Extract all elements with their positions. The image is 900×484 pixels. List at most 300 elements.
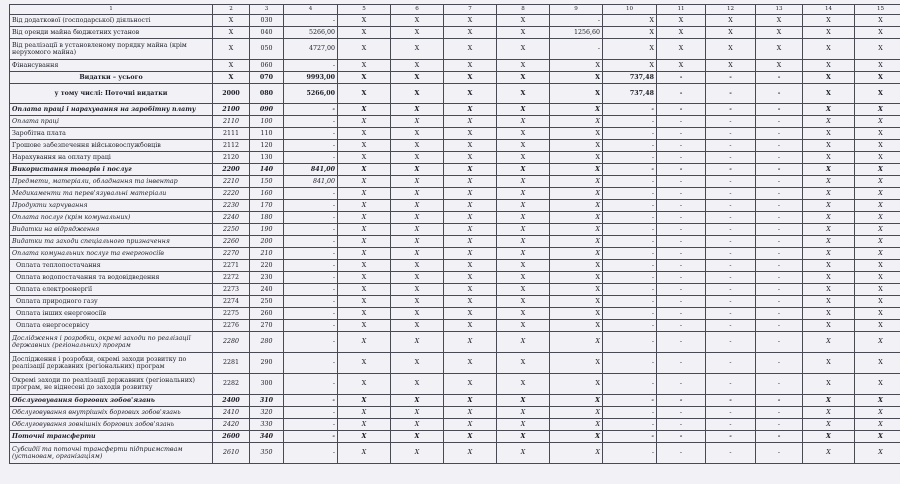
cell-c13: - — [756, 116, 803, 128]
cell-c6: X — [391, 284, 444, 296]
table-row — [10, 188, 900, 200]
cell-c13: - — [756, 248, 803, 260]
cell-line: 120 — [250, 140, 284, 152]
cell-c12: - — [706, 200, 756, 212]
cell-line: 170 — [250, 200, 284, 212]
cell-c7: X — [444, 407, 497, 419]
cell-c8: X — [497, 284, 550, 296]
cell-c11: - — [657, 419, 706, 431]
cell-c5: X — [338, 353, 391, 374]
cell-c14: X — [803, 407, 855, 419]
cell-c5: X — [338, 260, 391, 272]
cell-c7: X — [444, 353, 497, 374]
cell-kekv: 2270 — [213, 248, 250, 260]
column-number-3: 3 — [250, 5, 284, 15]
cell-c15: X — [855, 176, 900, 188]
cell-name: Грошове забезпечення військовослужбовців — [10, 140, 213, 152]
cell-c15: X — [855, 152, 900, 164]
cell-c13: - — [756, 296, 803, 308]
cell-kekv: 2250 — [213, 224, 250, 236]
cell-plan: - — [284, 260, 338, 272]
cell-c15: X — [855, 308, 900, 320]
table-row — [10, 419, 900, 431]
cell-c7: X — [444, 419, 497, 431]
cell-c15: X — [855, 248, 900, 260]
cell-c9: X — [550, 164, 603, 176]
cell-c13: - — [756, 308, 803, 320]
cell-c10: X — [603, 60, 657, 72]
cell-name: Дослідження і розробки, окремі заходи по реалізації державних (регіональних) програм — [10, 332, 213, 353]
cell-name: Оплата природного газу — [10, 296, 213, 308]
cell-c9: X — [550, 200, 603, 212]
cell-c7: X — [444, 443, 497, 464]
cell-c7: X — [444, 15, 497, 27]
column-number-10: 10 — [603, 5, 657, 15]
cell-c15: X — [855, 332, 900, 353]
cell-plan: - — [284, 236, 338, 248]
cell-line: 230 — [250, 272, 284, 284]
cell-c5: X — [338, 15, 391, 27]
cell-c6: X — [391, 72, 444, 84]
table-row — [10, 353, 900, 374]
cell-c10: - — [603, 248, 657, 260]
cell-c11: - — [657, 72, 706, 84]
cell-c7: X — [444, 72, 497, 84]
cell-c7: X — [444, 431, 497, 443]
cell-kekv: 2100 — [213, 104, 250, 116]
cell-name: Оплата електроенергії — [10, 284, 213, 296]
cell-line: 090 — [250, 104, 284, 116]
cell-c14: X — [803, 84, 855, 104]
cell-name: Використання товарів і послуг — [10, 164, 213, 176]
cell-name: Фінансування — [10, 60, 213, 72]
cell-c13: - — [756, 72, 803, 84]
cell-kekv: 2200 — [213, 164, 250, 176]
cell-c11: - — [657, 248, 706, 260]
cell-c15: X — [855, 116, 900, 128]
column-number-9: 9 — [550, 5, 603, 15]
cell-c10: - — [603, 116, 657, 128]
cell-c13: - — [756, 140, 803, 152]
cell-c11: - — [657, 176, 706, 188]
cell-c8: X — [497, 188, 550, 200]
cell-c9: X — [550, 353, 603, 374]
cell-name: Медикаменти та перев'язувальні матеріали — [10, 188, 213, 200]
cell-c5: X — [338, 152, 391, 164]
cell-c9: X — [550, 308, 603, 320]
table-row — [10, 176, 900, 188]
cell-c10: X — [603, 39, 657, 60]
cell-c15: X — [855, 443, 900, 464]
cell-c10: 737,48 — [603, 72, 657, 84]
cell-c8: X — [497, 308, 550, 320]
cell-c5: X — [338, 374, 391, 395]
cell-name: Оплата водопостачання та водовідведення — [10, 272, 213, 284]
cell-c13: - — [756, 84, 803, 104]
cell-c11: - — [657, 236, 706, 248]
cell-kekv: X — [213, 39, 250, 60]
cell-c6: X — [391, 84, 444, 104]
table-row — [10, 395, 900, 407]
cell-c13: - — [756, 272, 803, 284]
cell-c10: - — [603, 260, 657, 272]
cell-line: 310 — [250, 395, 284, 407]
cell-c12: - — [706, 176, 756, 188]
cell-plan: - — [284, 200, 338, 212]
cell-c7: X — [444, 224, 497, 236]
cell-c5: X — [338, 284, 391, 296]
cell-c13: - — [756, 212, 803, 224]
cell-plan: 4727,00 — [284, 39, 338, 60]
table-row — [10, 60, 900, 72]
cell-c8: X — [497, 332, 550, 353]
cell-c5: X — [338, 84, 391, 104]
cell-name: Оплата послуг (крім комунальних) — [10, 212, 213, 224]
cell-c14: X — [803, 236, 855, 248]
table-row — [10, 284, 900, 296]
cell-kekv: 2110 — [213, 116, 250, 128]
cell-c11: - — [657, 395, 706, 407]
cell-c13: - — [756, 188, 803, 200]
cell-c9: X — [550, 443, 603, 464]
cell-c7: X — [444, 104, 497, 116]
cell-line: 060 — [250, 60, 284, 72]
column-number-15: 15 — [855, 5, 900, 15]
cell-c11: - — [657, 353, 706, 374]
cell-line: 320 — [250, 407, 284, 419]
cell-name: Оплата комунальних послуг та енергоносіїв — [10, 248, 213, 260]
cell-c11: - — [657, 140, 706, 152]
cell-c13: - — [756, 128, 803, 140]
cell-c14: X — [803, 353, 855, 374]
cell-c14: X — [803, 39, 855, 60]
cell-c6: X — [391, 27, 444, 39]
cell-line: 210 — [250, 248, 284, 260]
cell-c7: X — [444, 308, 497, 320]
table-row — [10, 152, 900, 164]
cell-c11: - — [657, 116, 706, 128]
cell-c14: X — [803, 284, 855, 296]
cell-c5: X — [338, 27, 391, 39]
cell-line: 040 — [250, 27, 284, 39]
column-number-4: 4 — [284, 5, 338, 15]
cell-c13: - — [756, 200, 803, 212]
cell-line: 130 — [250, 152, 284, 164]
cell-name: Поточні трансферти — [10, 431, 213, 443]
cell-c14: X — [803, 200, 855, 212]
cell-c11: - — [657, 431, 706, 443]
cell-line: 080 — [250, 84, 284, 104]
cell-c9: X — [550, 407, 603, 419]
cell-kekv: 2271 — [213, 260, 250, 272]
cell-c7: X — [444, 60, 497, 72]
cell-c15: X — [855, 272, 900, 284]
cell-kekv: 2273 — [213, 284, 250, 296]
cell-c14: X — [803, 140, 855, 152]
cell-c11: - — [657, 308, 706, 320]
cell-c7: X — [444, 84, 497, 104]
cell-c11: - — [657, 152, 706, 164]
cell-c12: - — [706, 188, 756, 200]
cell-kekv: 2282 — [213, 374, 250, 395]
cell-c14: X — [803, 152, 855, 164]
cell-c9: X — [550, 152, 603, 164]
table-row — [10, 212, 900, 224]
cell-plan: - — [284, 104, 338, 116]
cell-c9: X — [550, 248, 603, 260]
table-row — [10, 15, 900, 27]
cell-c6: X — [391, 407, 444, 419]
column-number-12: 12 — [706, 5, 756, 15]
cell-line: 100 — [250, 116, 284, 128]
cell-c11: - — [657, 104, 706, 116]
cell-c13: - — [756, 104, 803, 116]
cell-c12: - — [706, 84, 756, 104]
cell-c5: X — [338, 395, 391, 407]
cell-plan: - — [284, 224, 338, 236]
cell-c12: - — [706, 248, 756, 260]
cell-kekv: 2276 — [213, 320, 250, 332]
cell-c10: - — [603, 152, 657, 164]
cell-c13: - — [756, 320, 803, 332]
cell-c13: - — [756, 260, 803, 272]
cell-c5: X — [338, 212, 391, 224]
cell-c8: X — [497, 39, 550, 60]
cell-c9: - — [550, 15, 603, 27]
cell-c8: X — [497, 104, 550, 116]
column-number-row — [10, 5, 900, 15]
cell-c9: X — [550, 188, 603, 200]
cell-kekv: 2400 — [213, 395, 250, 407]
cell-kekv: 2240 — [213, 212, 250, 224]
cell-c9: X — [550, 296, 603, 308]
cell-c12: X — [706, 27, 756, 39]
column-number-7: 7 — [444, 5, 497, 15]
cell-c12: - — [706, 419, 756, 431]
cell-kekv: 2274 — [213, 296, 250, 308]
cell-c11: - — [657, 272, 706, 284]
cell-c11: - — [657, 164, 706, 176]
cell-c8: X — [497, 224, 550, 236]
cell-kekv: 2275 — [213, 308, 250, 320]
cell-kekv: 2230 — [213, 200, 250, 212]
cell-c15: X — [855, 104, 900, 116]
cell-kekv: 2281 — [213, 353, 250, 374]
cell-c6: X — [391, 104, 444, 116]
cell-c11: - — [657, 296, 706, 308]
cell-c12: X — [706, 39, 756, 60]
cell-c5: X — [338, 419, 391, 431]
cell-name: Субсидії та поточні трансферти підприємствам (установам, організаціям) — [10, 443, 213, 464]
cell-plan: - — [284, 248, 338, 260]
cell-c9: X — [550, 60, 603, 72]
cell-c10: - — [603, 395, 657, 407]
cell-c15: X — [855, 164, 900, 176]
cell-c11: - — [657, 188, 706, 200]
cell-c12: - — [706, 443, 756, 464]
cell-plan: - — [284, 443, 338, 464]
cell-c9: X — [550, 128, 603, 140]
cell-line: 350 — [250, 443, 284, 464]
cell-c6: X — [391, 200, 444, 212]
cell-plan: - — [284, 60, 338, 72]
table-row — [10, 320, 900, 332]
cell-c14: X — [803, 260, 855, 272]
cell-c6: X — [391, 164, 444, 176]
cell-plan: - — [284, 374, 338, 395]
cell-c9: X — [550, 224, 603, 236]
cell-c14: X — [803, 164, 855, 176]
cell-c14: X — [803, 272, 855, 284]
cell-c15: X — [855, 224, 900, 236]
cell-c10: - — [603, 272, 657, 284]
cell-plan: - — [284, 15, 338, 27]
cell-c14: X — [803, 27, 855, 39]
cell-kekv: 2420 — [213, 419, 250, 431]
cell-c15: X — [855, 353, 900, 374]
cell-kekv: 2000 — [213, 84, 250, 104]
table-row — [10, 39, 900, 60]
cell-c8: X — [497, 212, 550, 224]
cell-c5: X — [338, 116, 391, 128]
cell-c6: X — [391, 140, 444, 152]
table-row — [10, 431, 900, 443]
cell-c8: X — [497, 236, 550, 248]
table-row — [10, 164, 900, 176]
cell-c15: X — [855, 140, 900, 152]
cell-c12: - — [706, 140, 756, 152]
cell-line: 190 — [250, 224, 284, 236]
cell-c15: X — [855, 395, 900, 407]
cell-c6: X — [391, 128, 444, 140]
cell-c8: X — [497, 431, 550, 443]
cell-name: Видатки та заходи спеціального призначення — [10, 236, 213, 248]
cell-line: 270 — [250, 320, 284, 332]
column-number-2: 2 — [213, 5, 250, 15]
cell-c12: - — [706, 260, 756, 272]
cell-c7: X — [444, 164, 497, 176]
cell-c7: X — [444, 140, 497, 152]
cell-c11: - — [657, 128, 706, 140]
cell-plan: - — [284, 320, 338, 332]
cell-c7: X — [444, 296, 497, 308]
cell-name: Обслуговування внутрішніх боргових зобов'язань — [10, 407, 213, 419]
cell-kekv: 2220 — [213, 188, 250, 200]
cell-c6: X — [391, 332, 444, 353]
cell-plan: - — [284, 407, 338, 419]
cell-c14: X — [803, 60, 855, 72]
cell-c14: X — [803, 188, 855, 200]
cell-c7: X — [444, 200, 497, 212]
cell-plan: 841,00 — [284, 176, 338, 188]
cell-line: 290 — [250, 353, 284, 374]
cell-plan: - — [284, 284, 338, 296]
cell-c11: X — [657, 15, 706, 27]
cell-c10: - — [603, 374, 657, 395]
column-number-5: 5 — [338, 5, 391, 15]
cell-name: у тому числі: Поточні видатки — [10, 84, 213, 104]
cell-c9: X — [550, 419, 603, 431]
cell-c5: X — [338, 332, 391, 353]
table-row — [10, 236, 900, 248]
cell-c5: X — [338, 431, 391, 443]
cell-c8: X — [497, 320, 550, 332]
cell-c9: X — [550, 320, 603, 332]
cell-c15: X — [855, 296, 900, 308]
cell-c15: X — [855, 84, 900, 104]
cell-c15: X — [855, 60, 900, 72]
cell-c13: - — [756, 443, 803, 464]
cell-line: 220 — [250, 260, 284, 272]
cell-name: Від додаткової (господарської) діяльності — [10, 15, 213, 27]
cell-name: Дослідження і розробки, окремі заходи розвитку по реалізації державних (регіональних) програм — [10, 353, 213, 374]
cell-c6: X — [391, 236, 444, 248]
cell-kekv: 2280 — [213, 332, 250, 353]
cell-c9: X — [550, 272, 603, 284]
cell-c10: - — [603, 320, 657, 332]
cell-c10: - — [603, 164, 657, 176]
cell-line: 250 — [250, 296, 284, 308]
cell-plan: - — [284, 419, 338, 431]
cell-c11: - — [657, 443, 706, 464]
cell-c14: X — [803, 116, 855, 128]
cell-c8: X — [497, 15, 550, 27]
cell-line: 030 — [250, 15, 284, 27]
cell-c10: - — [603, 236, 657, 248]
cell-name: Продукти харчування — [10, 200, 213, 212]
cell-c5: X — [338, 308, 391, 320]
cell-c6: X — [391, 395, 444, 407]
cell-c13: X — [756, 15, 803, 27]
cell-line: 050 — [250, 39, 284, 60]
cell-kekv: 2610 — [213, 443, 250, 464]
cell-kekv: 2600 — [213, 431, 250, 443]
table-row — [10, 407, 900, 419]
cell-plan: - — [284, 188, 338, 200]
cell-c5: X — [338, 224, 391, 236]
cell-c6: X — [391, 308, 444, 320]
cell-line: 260 — [250, 308, 284, 320]
cell-c14: X — [803, 72, 855, 84]
cell-kekv: 2260 — [213, 236, 250, 248]
cell-c10: - — [603, 188, 657, 200]
cell-plan: - — [284, 353, 338, 374]
cell-c11: - — [657, 407, 706, 419]
cell-c5: X — [338, 236, 391, 248]
cell-c13: - — [756, 176, 803, 188]
cell-c15: X — [855, 15, 900, 27]
cell-c11: - — [657, 260, 706, 272]
cell-c5: X — [338, 296, 391, 308]
cell-c6: X — [391, 260, 444, 272]
cell-c12: - — [706, 72, 756, 84]
cell-plan: - — [284, 212, 338, 224]
cell-c8: X — [497, 260, 550, 272]
table-row — [10, 72, 900, 84]
cell-name: Оплата праці і нарахування на заробітну плату — [10, 104, 213, 116]
table-row — [10, 374, 900, 395]
cell-line: 340 — [250, 431, 284, 443]
cell-c10: - — [603, 419, 657, 431]
cell-c6: X — [391, 272, 444, 284]
cell-kekv: 2410 — [213, 407, 250, 419]
cell-c12: - — [706, 152, 756, 164]
cell-c12: X — [706, 15, 756, 27]
cell-c10: X — [603, 27, 657, 39]
cell-name: Заробітна плата — [10, 128, 213, 140]
cell-kekv: 2112 — [213, 140, 250, 152]
cell-c5: X — [338, 176, 391, 188]
